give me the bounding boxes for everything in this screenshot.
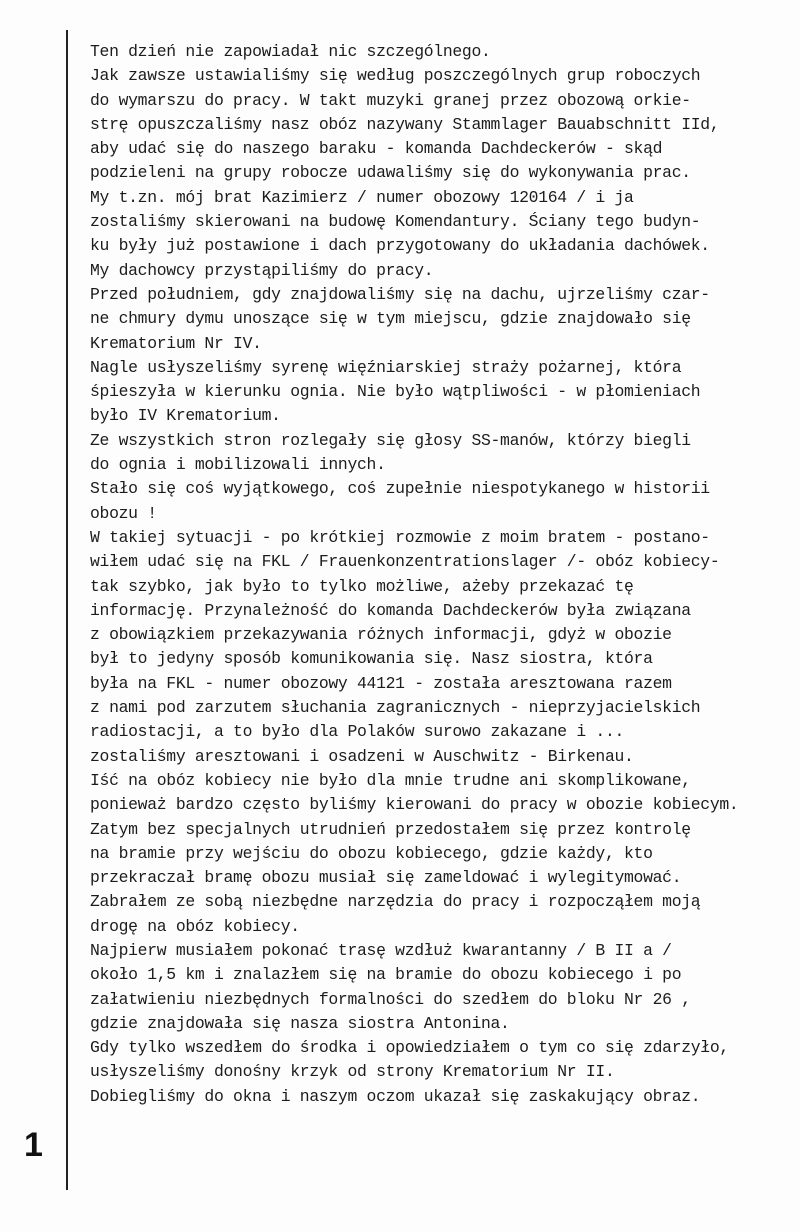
text-line: Ten dzień nie zapowiadał nic szczególnego. xyxy=(90,42,491,61)
text-line: podzieleni na grupy robocze udawaliśmy się do wykonywania prac. xyxy=(90,163,691,183)
text-line: drogę na obóz kobiecy. xyxy=(90,916,300,936)
text-line: Zabrałem ze sobą niezbędne narzędzia do pracy i rozpocząłem moją xyxy=(90,892,701,912)
text-line: Nagle usłyszeliśmy syrenę więźniarskiej straży pożarnej, która xyxy=(90,357,682,377)
text-line: radiostacji, a to było dla Polaków surowo zakazane i ... xyxy=(90,722,625,742)
text-line: Dobiegliśmy do okna i naszym oczom ukazał się zaskakujący obraz. xyxy=(90,1086,701,1106)
text-line: ponieważ bardzo często byliśmy kierowani do pracy w obozie kobiecym. xyxy=(90,795,739,815)
text-line: około 1,5 km i znalazłem się na bramie do obozu kobiecego i po xyxy=(90,965,682,985)
text-line: Zatym bez specjalnych utrudnień przedostałem się przez kontrolę xyxy=(90,819,691,839)
text-line: z nami pod zarzutem słuchania zagranicznych - nieprzyjacielskich xyxy=(90,698,701,718)
text-line: zostaliśmy skierowani na budowę Komendantury. Ściany tego budyn- xyxy=(90,212,701,232)
text-line: Ze wszystkich stron rozlegały się głosy SS-manów, którzy biegli xyxy=(90,430,691,450)
text-line: My t.zn. mój brat Kazimierz / numer obozowy 120164 / i ja xyxy=(90,187,634,207)
text-line: Iść na obóz kobiecy nie było dla mnie trudne ani skomplikowane, xyxy=(90,770,691,790)
text-line: z obowiązkiem przekazywania różnych informacji, gdyż w obozie xyxy=(90,625,672,645)
text-line: była na FKL - numer obozowy 44121 - została aresztowana razem xyxy=(90,673,672,693)
text-line: Najpierw musiałem pokonać trasę wzdłuż kwarantanny / B II a / xyxy=(90,940,672,960)
text-line: gdzie znajdowała się nasza siostra Antonina. xyxy=(90,1013,510,1033)
text-line: wiłem udać się na FKL / Frauenkonzentrationslager /- obóz kobiecy- xyxy=(90,552,720,572)
typewritten-text xyxy=(90,40,790,1109)
text-line: usłyszeliśmy donośny krzyk od strony Krematorium Nr II. xyxy=(90,1062,615,1082)
text-line: do wymarszu do pracy. W takt muzyki granej przez obozową orkie- xyxy=(90,90,691,110)
text-line: ku były już postawione i dach przygotowany do układania dachówek. xyxy=(90,236,710,256)
text-line: Krematorium Nr IV. xyxy=(90,333,262,353)
text-line: Jak zawsze ustawialiśmy się według poszczególnych grup roboczych xyxy=(90,66,701,86)
left-margin-rule xyxy=(66,30,68,1190)
text-line: obozu ! xyxy=(90,503,157,523)
page-number: 1 xyxy=(24,1126,43,1164)
text-line: załatwieniu niezbędnych formalności do szedłem do bloku Nr 26 , xyxy=(90,989,691,1009)
text-line: informację. Przynależność do komanda Dachdeckerów była związana xyxy=(90,600,691,620)
text-line: aby udać się do naszego baraku - komanda Dachdeckerów - skąd xyxy=(90,139,663,159)
text-line: śpieszyła w kierunku ognia. Nie było wątpliwości - w płomieniach xyxy=(90,382,701,402)
text-line: Gdy tylko wszedłem do środka i opowiedziałem o tym co się zdarzyło, xyxy=(90,1038,729,1058)
text-line: tak szybko, jak było to tylko możliwe, ażeby przekazać tę xyxy=(90,576,634,596)
text-line: na bramie przy wejściu do obozu kobiecego, gdzie każdy, kto xyxy=(90,843,653,863)
text-line: przekraczał bramę obozu musiał się zameldować i wylegitymować. xyxy=(90,868,682,888)
text-line: ne chmury dymu unoszące się w tym miejscu, gdzie znajdowało się xyxy=(90,309,691,329)
text-line: zostaliśmy aresztowani i osadzeni w Auschwitz - Birkenau. xyxy=(90,746,634,766)
text-line: był to jedyny sposób komunikowania się. Nasz siostra, która xyxy=(90,649,653,669)
text-line: strę opuszczaliśmy nasz obóz nazywany Stammlager Bauabschnitt IId, xyxy=(90,114,720,134)
text-line: My dachowcy przystąpiliśmy do pracy. xyxy=(90,260,434,280)
text-line: do ognia i mobilizowali innych. xyxy=(90,455,386,475)
text-line: było IV Krematorium. xyxy=(90,406,281,426)
text-line: W takiej sytuacji - po krótkiej rozmowie z moim bratem - postano- xyxy=(90,527,710,547)
text-line: Przed południem, gdy znajdowaliśmy się na dachu, ujrzeliśmy czar- xyxy=(90,284,710,304)
text-line: Stało się coś wyjątkowego, coś zupełnie niespotykanego w historii xyxy=(90,479,710,499)
